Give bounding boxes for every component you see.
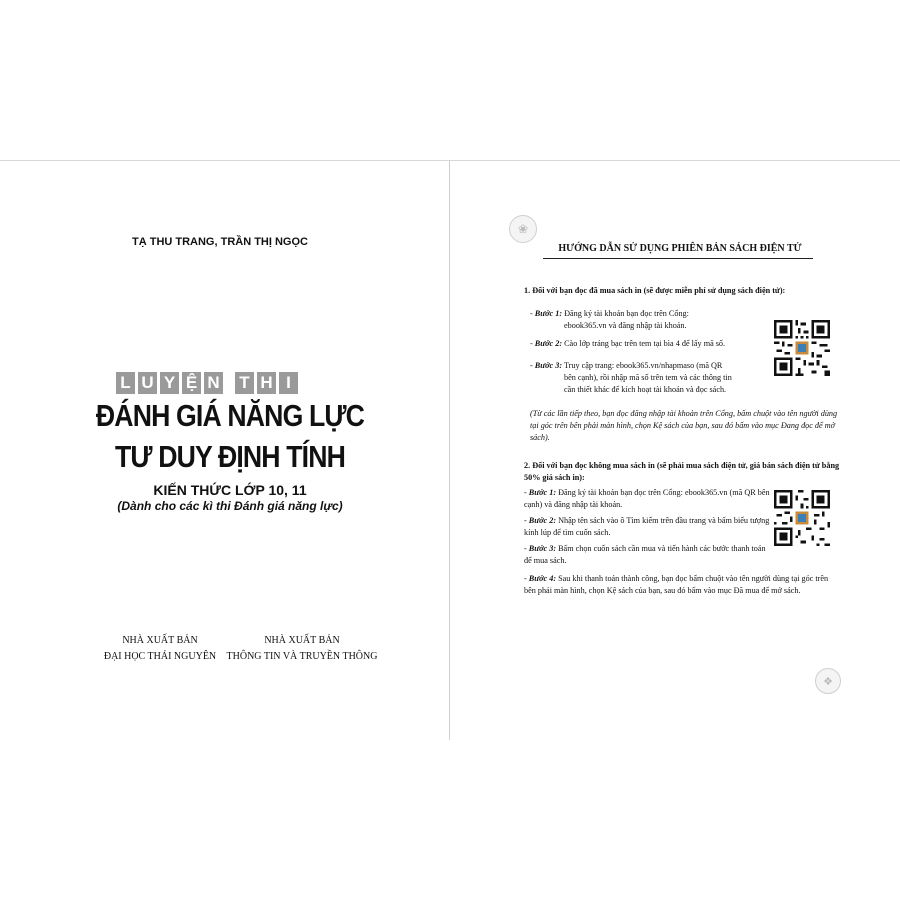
publisher-right-line1: NHÀ XUẤT BẢN	[264, 635, 340, 646]
section2-step3: - Bước 3: Bấm chọn cuốn sách cần mua và tiến hành các bước thanh toán để mua sách.	[524, 544, 766, 565]
section1-note: (Từ các lần tiếp theo, bạn đọc đăng nhập tài khoản trên Cổng, bấm chuột vào tên người dùng tại góc trên bên phải màn hình, chọn Kệ sách của bạn, sau đó bấm vào mục Đang đọc để mở sách).	[530, 409, 838, 442]
section1-step3: - Bước 3: Truy cập trang: ebook365.vn/nhapmaso (mã QR bên cạnh), rồi nhập mã số trên tem và các thông tin cần thiết khác để kích hoạt tài khoản và đọc sách.	[530, 361, 732, 394]
section2-heading: 2. Đối với bạn đọc không mua sách in (sẽ phải mua sách điện tử, giá bán sách điện tử bằng 50% giá sách in):	[524, 461, 840, 482]
series-gap	[226, 372, 232, 394]
section1-step2: - Bước 2: Cào lớp tráng bạc trên tem tại bìa 4 để lấy mã số.	[530, 339, 726, 348]
series-letter: U	[138, 372, 157, 394]
series-title	[116, 372, 298, 394]
publisher-left	[100, 633, 220, 665]
publisher-logo-icon: ❀	[509, 215, 537, 243]
section1-step1: - Bước 1: Đăng ký tài khoản bạn đọc trên Cổng: ebook365.vn và đăng nhập tài khoản.	[530, 309, 689, 330]
page-spine	[449, 160, 450, 740]
authors: TẠ THU TRANG, TRẦN THỊ NGỌC	[132, 236, 308, 248]
section2-step2: - Bước 2: Nhập tên sách vào ô Tìm kiếm trên đầu trang và bấm biểu tượng kính lúp để tìm cuốn sách.	[524, 516, 770, 537]
qr-code-icon	[774, 320, 830, 376]
book-subtitle: KIẾN THỨC LỚP 10, 11	[153, 482, 307, 498]
publisher-right	[222, 633, 382, 665]
series-letter: H	[257, 372, 276, 394]
series-letter: I	[279, 372, 298, 394]
book-subtitle-note: (Dành cho các kì thi Đánh giá năng lực)	[117, 499, 343, 513]
section2-step4: - Bước 4: Sau khi thanh toán thành công, bạn đọc bấm chuột vào tên người dùng tại góc trên bên phải màn hình, chọn Kệ sách của bạn, sau đó bấm vào mục Đã mua để mở sách.	[524, 574, 829, 595]
book-title-line1: ĐÁNH GIÁ NĂNG LỰC	[95, 398, 365, 433]
book-title-line2: TƯ DUY ĐỊNH TÍNH	[114, 439, 346, 474]
publisher-logo-icon: ❖	[815, 668, 841, 694]
page-top-edge	[0, 160, 900, 161]
section1-heading: 1. Đối với bạn đọc đã mua sách in (sẽ được miễn phí sử dụng sách điện tử):	[524, 286, 786, 295]
series-letter: Y	[160, 372, 179, 394]
section2-step1: - Bước 1: Đăng ký tài khoản bạn đọc trên Cổng: ebook365.vn (mã QR bên cạnh) và đăng nhập tài khoản.	[524, 488, 770, 509]
title-underline	[543, 258, 813, 259]
series-letter: T	[235, 372, 254, 394]
qr-code-icon	[774, 490, 830, 546]
publisher-left-line1: NHÀ XUẤT BẢN	[122, 635, 198, 646]
series-letter: N	[204, 372, 223, 394]
series-letter: Ệ	[182, 372, 201, 394]
publisher-left-line2: ĐẠI HỌC THÁI NGUYÊN	[103, 651, 217, 662]
guide-title: HƯỚNG DẪN SỬ DỤNG PHIÊN BẢN SÁCH ĐIỆN TỬ	[558, 243, 802, 254]
publisher-right-line2: THÔNG TIN VÀ TRUYỀN THÔNG	[226, 651, 378, 662]
series-letter: L	[116, 372, 135, 394]
